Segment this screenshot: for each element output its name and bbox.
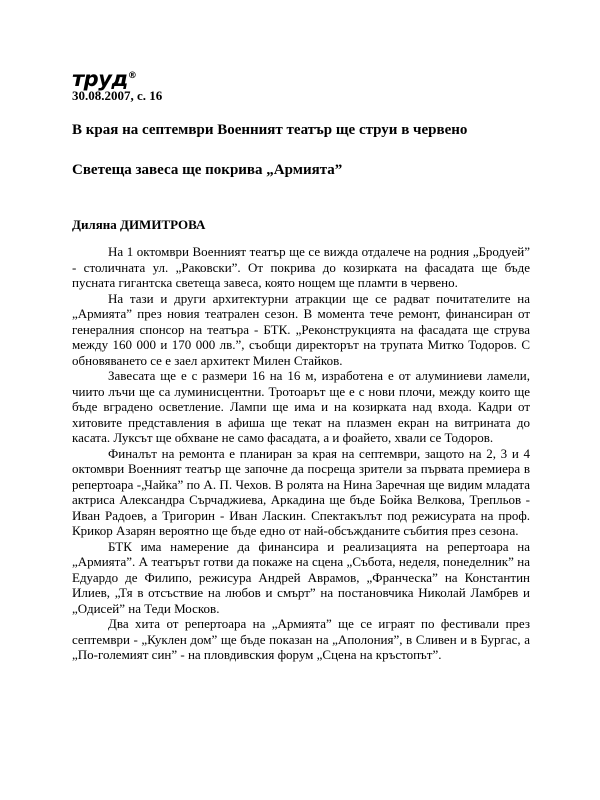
article-paragraph: На тази и други архитектурни атракции ще се радват почитателите на „Армията” през новия театрален сезон. В момента тече ремонт, финансиран от генералния спонсор на театъра - БТК. „Реконструкцията на фасадата ще струва между 160 000 и 170 000 лв.”, съобщи директорът на трупата Митко Тодоров. С обновяването се е заел архитект Милен Стайков. (72, 290, 530, 368)
article-author: Диляна ДИМИТРОВА (72, 217, 206, 232)
newspaper-logo-text: труд (72, 67, 128, 91)
newspaper-logo (72, 64, 530, 91)
article-paragraph: Два хита от репертоара на „Армията” ще се играят по фестивали през септември - „Куклен дом” ще бъде показан на „Аполония”, в Сливен и в Бургас, а „По-големият син” - на пловдивския форум „Сцена на кръстопът”. (72, 616, 530, 662)
article-paragraph: БТК има намерение да финансира и реализацията на репертоара на „Армията”. А театърът готви да покаже на сцена „Събота, неделя, понеделник” на Едуардо де Филипо, режисура Андрей Аврамов, „Франческа” на Константин Илиев, „Тя в отсъствие на любов и смърт” на постановчика Николай Ламбрев и „Одисей” на Теди Москов. (72, 538, 530, 616)
article-subheadline: Светеща завеса ще покрива „Армията” (72, 162, 343, 178)
article-paragraph: На 1 октомври Военният театър ще се вижда отдалече на родния „Бродуей” - столичната ул. „Раковски”. От покрива до козирката на фасадата ще бъде пусната гигантска светеща завеса, която нощем ще пламти в червено. (72, 244, 530, 290)
article-paragraph: Финалът на ремонта е планиран за края на септември, защото на 2, 3 и 4 октомври Военният театър ще започне да посреща зрители за първата премиера в репертоара -„Чайка” по А. П. Чехов. В ролята на Нина Заречная ще видим младата актриса Александра Сърчаджиева, Аркадина ще бъде Бойка Велкова, Трепльов - Иван Радоев, а Тригорин - Иван Ласкин. Спектакълът под режисурата на проф. Крикор Азарян вероятно ще бъде едно от най-обсъжданите събития през сезона. (72, 445, 530, 538)
article-paragraph: Завесата ще е с размери 16 на 16 м, изработена е от алуминиеви ламели, чиито лъчи ще са луминисцентни. Тротоарът ще е с нови плочи, между които ще бъде вградено осветление. Лампи ще има и на козирката над входа. Кадри от хитовите представления в афиша ще текат на плазмен екран на витрината до касата. Луксът ще обхване не само фасадата, а и фоайето, хвали се Тодоров. (72, 368, 530, 445)
article-page (72, 64, 530, 663)
publication-date-page: 30.08.2007, с. 16 (72, 88, 163, 103)
article-headline: В края на септември Военният театър ще струи в червено (72, 122, 468, 138)
registered-mark-icon: ® (127, 71, 137, 81)
article-body (72, 244, 530, 663)
